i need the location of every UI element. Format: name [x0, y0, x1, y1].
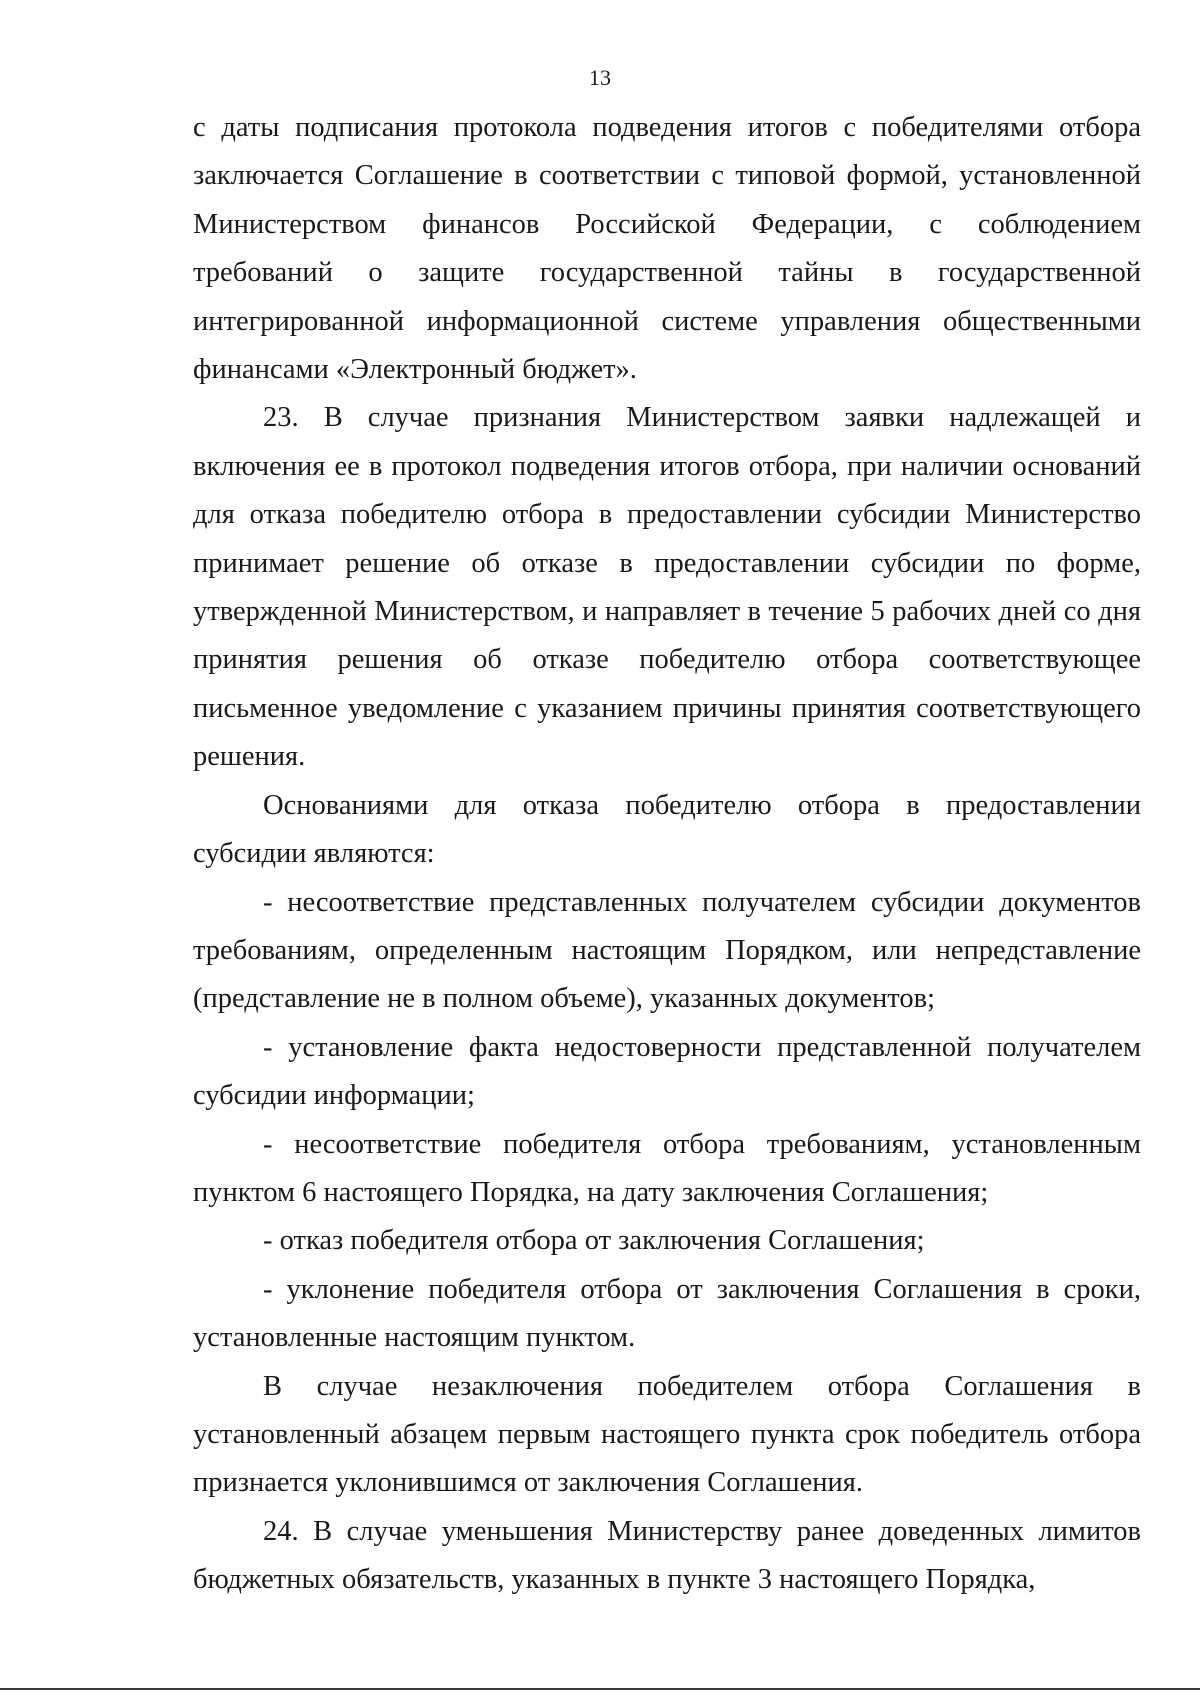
- bottom-rule: [0, 1688, 1200, 1690]
- list-item-nonconformity-requirements: - несоответствие победителя отбора требованиям, установленным пунктом 6 настоящего Порядка, на дату заключения Соглашения;: [193, 1128, 1141, 1208]
- list-item-nonconformity-documents: - несоответствие представленных получателем субсидии документов требованиям, определенным настоящим Порядком, или непредставление (представление не в полном объеме), указанных документов;: [193, 886, 1141, 1015]
- paragraph-grounds-for-refusal: Основаниями для отказа победителю отбора в предоставлении субсидии являются:: [193, 789, 1141, 870]
- paragraph-23: 23. В случае признания Министерством заявки надлежащей и включения ее в протокол подведения итогов отбора, при наличии оснований для отказа победителю отбора в предоставлении субсидии Министерство принимает решение об отказе в предоставлении субсидии по форме, утвержденной Министерством, и направляет в течение 5 рабочих дней со дня принятия решения об отказе победителю отбора соответствующее письменное уведомление с указанием причины принятия соответствующего решения.: [193, 402, 1141, 773]
- page-number: 13: [589, 65, 611, 90]
- paragraph-nonconclusion: В случае незаключения победителем отбора Соглашения в установленный абзацем первым настоящего пункта срок победитель отбора признается уклонившимся от заключения Соглашения.: [193, 1370, 1141, 1499]
- list-item-refusal-to-conclude: - отказ победителя отбора от заключения Соглашения;: [263, 1225, 925, 1257]
- paragraph-continuation: с даты подписания протокола подведения итогов с победителями отбора заключается Соглашение в соответствии с типовой формой, установленной Министерством финансов Российской Федерации, с соблюдением требований о защите государственной тайны в государственной интегрированной информационной системе управления общественными финансами «Электронный бюджет».: [193, 112, 1141, 386]
- paragraph-24: 24. В случае уменьшения Министерству ранее доведенных лимитов бюджетных обязательств, указанных в пункте 3 настоящего Порядка,: [193, 1515, 1141, 1596]
- list-item-false-information: - установление факта недостоверности представленной получателем субсидии информации;: [193, 1031, 1141, 1112]
- document-body: [193, 104, 1141, 1605]
- list-item-evasion: - уклонение победителя отбора от заключения Соглашения в сроки, установленные настоящим пунктом.: [193, 1273, 1141, 1354]
